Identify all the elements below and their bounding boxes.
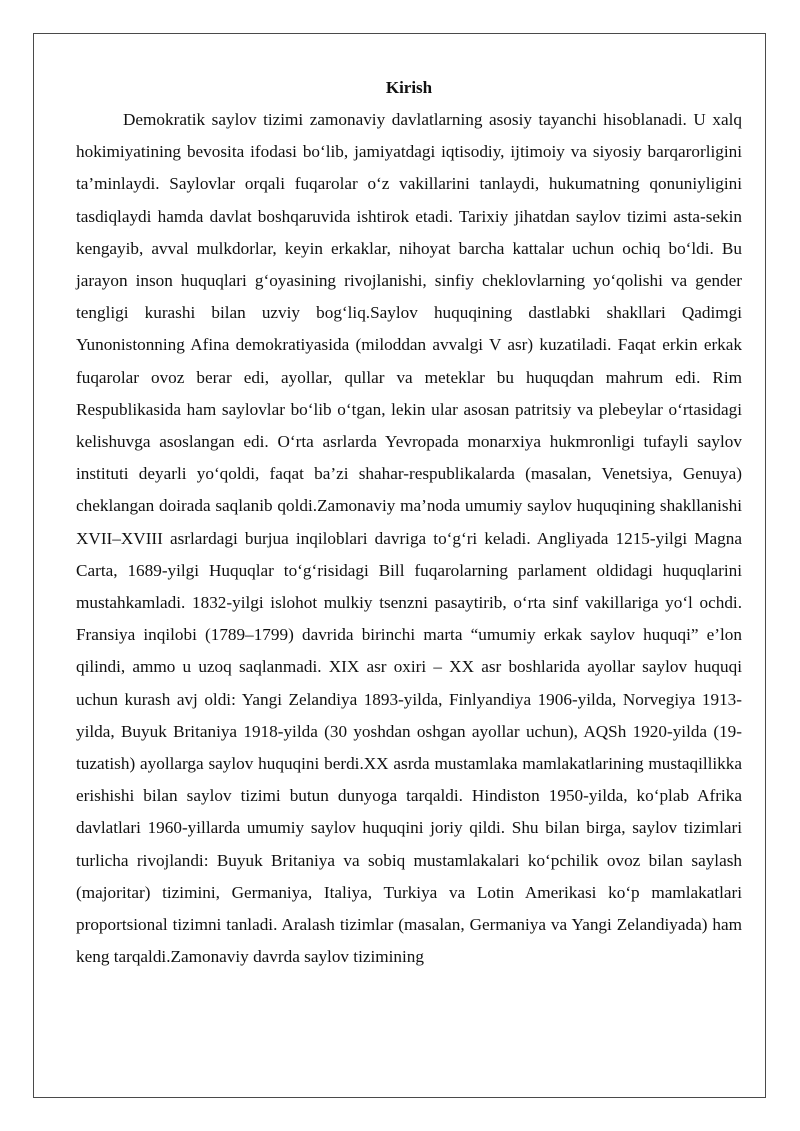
document-title: Kirish	[385, 78, 433, 97]
body-paragraph: Demokratik saylov tizimi zamonaviy davlatlarning asosiy tayanchi hisoblanadi. U xalq hokimiyatining bevosita ifodasi bo‘lib, jamiyatdagi iqtisodiy, ijtimoiy va siyosiy barqarorligini ta’minlaydi. Saylovlar orqali fuqarolar o‘z vakillarini tanlaydi, hukumatning qonuniyligini tasdiqlaydi hamda davlat boshqaruvida ishtirok etadi. Tarixiy jihatdan saylov tizimi asta-sekin kengayib, avval mulkdorlar, keyin erkaklar, nihoyat barcha kattalar uchun ochiq bo‘ldi. Bu jarayon inson huquqlari g‘oyasining rivojlanishi, sinfiy cheklovlarning yo‘qolishi va gender tengligi kurashi bilan uzviy bog‘liq.Saylov huquqining dastlabki shakllari Qadimgi Yunonistonning Afina demokratiyasida (miloddan avvalgi V asr) kuzatiladi. Faqat erkin erkak fuqarolar ovoz berar edi, ayollar, qullar va meteklar bu huquqdan mahrum edi. Rim Respublikasida ham saylovlar bo‘lib o‘tgan, lekin ular asosan patritsiy va plebeylar o‘rtasidagi kelishuvga asoslangan edi. O‘rta asrlarda Yevropada monarxiya hukmronligi tufayli saylov instituti deyarli yo‘qoldi, faqat ba’zi shahar-respublikalarda (masalan, Venetsiya, Genuya) cheklangan doirada saqlanib qoldi.Zamonaviy ma’noda umumiy saylov huquqining shakllanishi XVII–XVIII asrlardagi burjua inqiloblari davriga to‘g‘ri keladi. Angliyada 1215-yilgi Magna Carta, 1689-yilgi Huquqlar to‘g‘risidagi Bill fuqarolarning parlament oldidagi huquqlarini mustahkamladi. 1832-yilgi islohot mulkiy tsenzni pasaytirib, o‘rta sinf vakillariga yo‘l ochdi. Fransiya inqilobi (1789–1799) davrida birinchi marta “umumiy erkak saylov huquqi” e’lon qilindi, ammo u uzoq saqlanmadi. XIX asr oxiri – XX asr boshlarida ayollar saylov huquqi uchun kurash avj oldi: Yangi Zelandiya 1893-yilda, Finlyandiya 1906-yilda, Norvegiya 1913-yilda, Buyuk Britaniya 1918-yilda (30 yoshdan oshgan ayollar uchun), AQSh 1920-yilda (19-tuzatish) ayollarga saylov huquqini berdi.XX asrda mustamlaka mamlakatlarining mustaqillikka erishishi bilan saylov tizimi butun dunyoga tarqaldi. Hindiston 1950-yilda, ko‘plab Afrika davlatlari 1960-yillarda umumiy saylov huquqini joriy qildi. Shu bilan birga, saylov tizimlari turlicha rivojlandi: Buyuk Britaniya va sobiq mustamlakalari ko‘pchilik ovoz bilan saylash (majoritar) tizimini, Germaniya, Italiya, Turkiya va Lotin Amerikasi ko‘p mamlakatlari proportsional tizimni tanladi. Aralash tizimlar (masalan, Germaniya va Yangi Zelandiyada) ham keng tarqaldi.Zamonaviy davrda saylov tizimining	[76, 110, 742, 967]
document-content	[76, 72, 742, 973]
